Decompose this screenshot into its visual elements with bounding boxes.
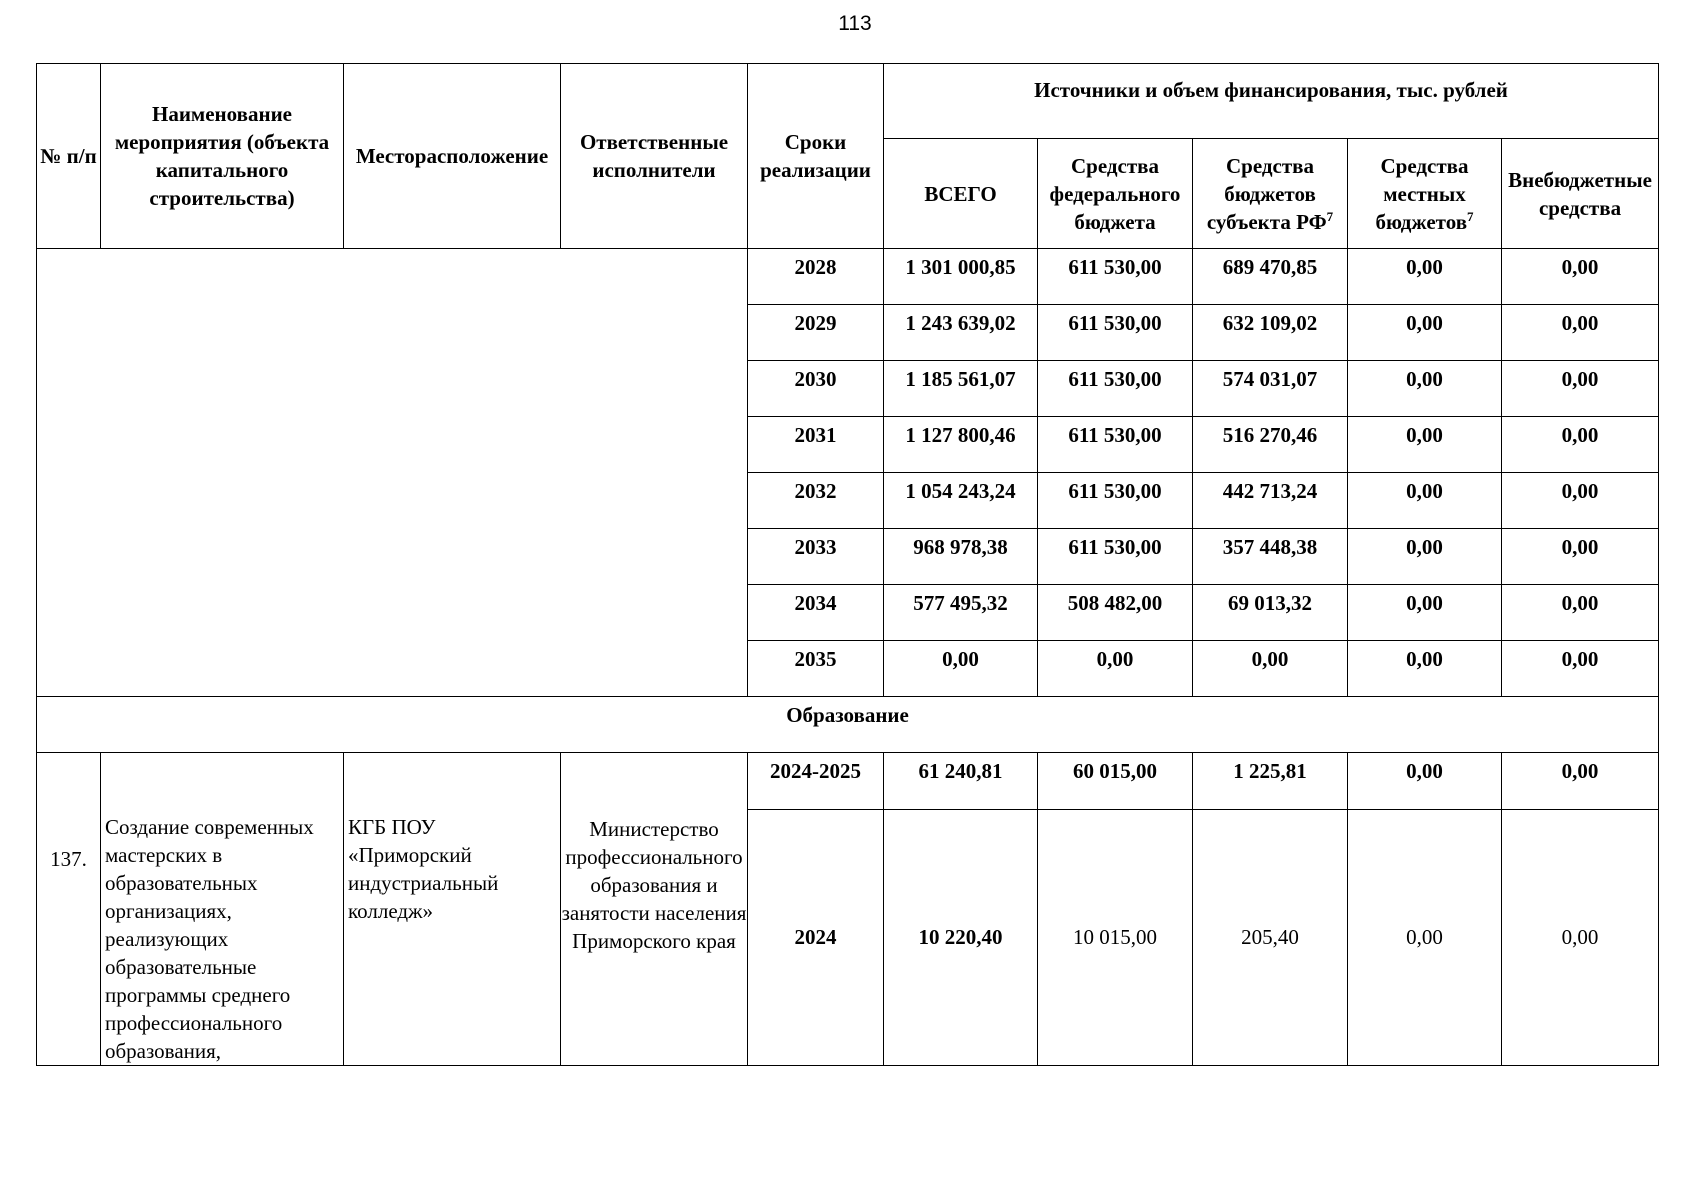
row-local: 0,00 <box>1348 809 1502 1065</box>
merged-blank-cell <box>37 249 748 697</box>
row-local: 0,00 <box>1348 417 1502 473</box>
row-federal: 611 530,00 <box>1038 473 1193 529</box>
header-name: Наименование мероприятия (объекта капитального строительства) <box>101 64 344 249</box>
row-extra: 0,00 <box>1502 529 1659 585</box>
row-year: 2033 <box>748 529 884 585</box>
section-row <box>37 697 1659 753</box>
header-local <box>1348 139 1502 249</box>
row-regional: 632 109,02 <box>1193 305 1348 361</box>
header-regional <box>1193 139 1348 249</box>
header-num: № п/п <box>37 64 101 249</box>
row-federal: 611 530,00 <box>1038 529 1193 585</box>
row-regional: 1 225,81 <box>1193 753 1348 810</box>
row-local: 0,00 <box>1348 473 1502 529</box>
header-sources: Источники и объем финансирования, тыс. рублей <box>884 64 1659 139</box>
row-extra: 0,00 <box>1502 361 1659 417</box>
row-extra: 0,00 <box>1502 305 1659 361</box>
row-local: 0,00 <box>1348 753 1502 810</box>
row-year: 2032 <box>748 473 884 529</box>
item-executor: Министерство профессионального образования и занятости населения Приморского края <box>561 753 748 1066</box>
row-total: 577 495,32 <box>884 585 1038 641</box>
row-total: 1 243 639,02 <box>884 305 1038 361</box>
header-extra: Внебюджетные средства <box>1502 139 1659 249</box>
item-location: КГБ ПОУ «Приморский индустриальный колледж» <box>344 753 561 1066</box>
row-year: 2028 <box>748 249 884 305</box>
row-federal: 611 530,00 <box>1038 361 1193 417</box>
row-extra: 0,00 <box>1502 417 1659 473</box>
row-total: 10 220,40 <box>884 809 1038 1065</box>
row-regional: 516 270,46 <box>1193 417 1348 473</box>
row-federal: 508 482,00 <box>1038 585 1193 641</box>
header-row-1 <box>37 64 1659 139</box>
row-regional: 357 448,38 <box>1193 529 1348 585</box>
header-executors: Ответственные исполнители <box>561 64 748 249</box>
row-year: 2035 <box>748 641 884 697</box>
row-total: 1 301 000,85 <box>884 249 1038 305</box>
header-location: Месторасположение <box>344 64 561 249</box>
row-total: 968 978,38 <box>884 529 1038 585</box>
header-local-text: Средства местных бюджетов <box>1375 153 1469 234</box>
row-extra: 0,00 <box>1502 641 1659 697</box>
row-local: 0,00 <box>1348 641 1502 697</box>
row-year: 2030 <box>748 361 884 417</box>
item-name: Создание современных мастерских в образовательных организациях, реализующих образовательные программы среднего профессионального образования, <box>101 753 344 1066</box>
row-regional: 205,40 <box>1193 809 1348 1065</box>
row-regional: 689 470,85 <box>1193 249 1348 305</box>
row-regional: 442 713,24 <box>1193 473 1348 529</box>
row-extra: 0,00 <box>1502 753 1659 810</box>
row-federal: 0,00 <box>1038 641 1193 697</box>
row-federal: 611 530,00 <box>1038 417 1193 473</box>
header-regional-footnote: 7 <box>1326 208 1334 224</box>
row-total: 1 054 243,24 <box>884 473 1038 529</box>
row-local: 0,00 <box>1348 585 1502 641</box>
row-local: 0,00 <box>1348 249 1502 305</box>
header-total: ВСЕГО <box>884 139 1038 249</box>
header-federal: Средства федерального бюджета <box>1038 139 1193 249</box>
item-137-row-1 <box>37 753 1659 810</box>
row-federal: 611 530,00 <box>1038 249 1193 305</box>
row-year: 2024-2025 <box>748 753 884 810</box>
row-extra: 0,00 <box>1502 809 1659 1065</box>
row-total: 1 185 561,07 <box>884 361 1038 417</box>
row-regional: 69 013,32 <box>1193 585 1348 641</box>
row-total: 0,00 <box>884 641 1038 697</box>
header-local-footnote: 7 <box>1467 208 1474 224</box>
page-number: 113 <box>838 12 872 35</box>
row-total: 61 240,81 <box>884 753 1038 810</box>
row-year: 2029 <box>748 305 884 361</box>
row-year: 2024 <box>748 809 884 1065</box>
row-extra: 0,00 <box>1502 249 1659 305</box>
item-num: 137. <box>37 753 101 1066</box>
row-extra: 0,00 <box>1502 473 1659 529</box>
row-federal: 60 015,00 <box>1038 753 1193 810</box>
row-year: 2034 <box>748 585 884 641</box>
row-extra: 0,00 <box>1502 585 1659 641</box>
header-period: Сроки реализации <box>748 64 884 249</box>
row-year: 2031 <box>748 417 884 473</box>
financing-table <box>36 63 1659 1066</box>
row-federal: 10 015,00 <box>1038 809 1193 1065</box>
row-regional: 574 031,07 <box>1193 361 1348 417</box>
header-regional-text: Средства бюджетов субъекта РФ <box>1206 153 1327 234</box>
row-total: 1 127 800,46 <box>884 417 1038 473</box>
section-title: Образование <box>37 697 1659 753</box>
table-row <box>37 249 1659 305</box>
row-federal: 611 530,00 <box>1038 305 1193 361</box>
row-local: 0,00 <box>1348 361 1502 417</box>
row-local: 0,00 <box>1348 529 1502 585</box>
row-regional: 0,00 <box>1193 641 1348 697</box>
row-local: 0,00 <box>1348 305 1502 361</box>
